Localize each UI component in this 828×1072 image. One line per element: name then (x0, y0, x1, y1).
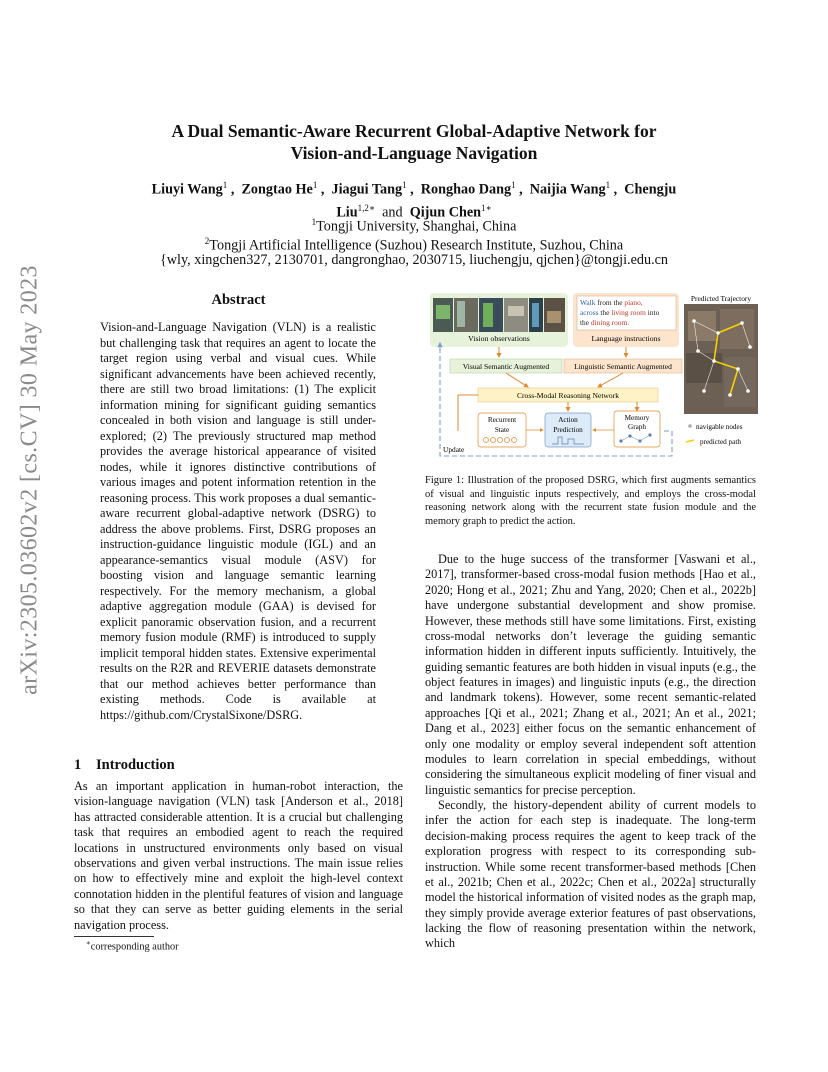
abstract-text: Vision-and-Language Navigation (VLN) is a realistic but challenging task that requires an agent to locate the target region using verbal and visual cues. While significant advancements have been achieved recently, there are still two broad limitations: (1) The explicit information mining for significant guiding semantics concealed in both vision and language is still under-explored; (2) The previously structured map method provides the average historical appearance of visited nodes, while it ignores distinctive contributions of various images and potent information retention in the reasoning process. This work proposes a dual semantic-aware recurrent global-adaptive network (DSRG) to address the above problems. First, DSRG proposes an instruction-guidance linguistic module (IGL) and an appearance-semantics visual module (ASV) for boosting vision and language semantic learning respectively. For the memory mechanism, a global adaptive aggregation module (GAA) is devised for explicit panoramic observation fusion, and a recurrent memory fusion module (RMF) is introduced to supply implicit temporal hidden states. Extensive experimental results on the R2R and REVERIE datasets demonstrate that our method achieves better performance than existing methods. Code is available at https://github.com/CrystalSixone/DSRG. (100, 320, 376, 722)
svg-text:Recurrent: Recurrent (487, 416, 517, 424)
author-name: Naijia Wang (529, 181, 606, 198)
language-instructions-label: Language instructions (591, 334, 661, 343)
figure-caption: Figure 1: Illustration of the proposed DSRG, which first augments semantics of visual and linguistic inputs respectively, and employs the cross-modal reasoning network along with the recurrent state fusion module and the memory graph to predict the action. (425, 475, 756, 527)
svg-text:Linguistic Semantic Augmented: Linguistic Semantic Augmented (574, 362, 672, 371)
author-list: Liuyi Wang$^1$ , Zongtao He$^1$ , Jiagui Tang$^1$ , Ronghao Dang$^1$ , Naijia Wang$^1$ , Chengju Liu$^{1,2∗}$ and Qijun Chen$^{1∗}$ (151, 180, 677, 221)
abstract-heading: Abstract (211, 292, 266, 308)
navigable-node-legend-icon (688, 424, 692, 428)
arxiv-identifier-stamp: arXiv:2305.03602v2 [cs.CV] 30 May 2023 (16, 265, 43, 695)
legend-navigable-nodes: navigable nodes (696, 423, 743, 431)
author-name: Liu (336, 204, 358, 221)
affiliation-1: $^1$Tongji University, Shanghai, China (311, 217, 517, 235)
svg-text:Prediction: Prediction (553, 426, 583, 434)
svg-text:Cross-Modal Reasoning Network: Cross-Modal Reasoning Network (516, 391, 620, 400)
vision-observations-label: Vision observations (468, 334, 530, 343)
instruction-line-3: the dining room. (580, 318, 630, 327)
section-heading: 1 Introduction (74, 757, 175, 773)
predicted-trajectory-label: Predicted Trajectory (690, 294, 752, 303)
paragraph: Due to the huge success of the transformer [Vaswani et al., 2017], transformer-based cross-modal fusion methods [Hao et al., 2020; Hong et al., 2021; Zhu and Yang, 2020; Chen et al., 2022b] have undergone substantial development and show promise. However, these methods still have some limitations. First, existing cross-modal networks don’t leverage the guiding semantic information hidden in different inputs sufficiently. Intuitively, the guiding semantic features are both hidden in visual inputs (e.g., the object features in images) and linguistic inputs (e.g., the direction and landmark tokens). However, some recent semantic-related approaches [Qi et al., 2021; Zhang et al., 2021; An et al., 2021; Dang et al., 2023] either focus on the semantic enhancement of only one modality or employ several independent soft attention modules to learn correlation in special embeddings, without considering the simultaneous explicit modeling of finer visual and linguistic semantics for precise perception. (425, 552, 756, 797)
instruction-line-2: across the living room into (580, 308, 660, 317)
footnote-rule (74, 936, 154, 937)
title-line-2: Vision-and-Language Navigation (290, 143, 538, 163)
instruction-line-1: Walk from the piano, (580, 298, 643, 307)
paragraph: Secondly, the history-dependent ability of current models to infer the action for each step is inadequate. The long-term decision-making process requires the agent to keep track of the exploration progress with respect to its corresponding sub-instruction. While some recent transformer-based methods [Chen et al., 2021b; Chen et al., 2022c; Chen et al., 2022a] structurally model the historical information of visited nodes as the graph map, they simply provide average exterior features of past observations, lacking the flow of reasoning presentation within the network, which (425, 798, 756, 951)
svg-text:State: State (494, 426, 510, 434)
observation-image-strip (433, 298, 565, 332)
legend-predicted-path: predicted path (700, 438, 741, 446)
svg-text:Memory: Memory (624, 414, 650, 422)
author-name: Qijun Chen (409, 204, 482, 221)
svg-text:Action: Action (558, 416, 578, 424)
author-name: Ronghao Dang (420, 181, 512, 198)
affiliation-2: $^2$Tongji Artificial Intelligence (Suzhou) Research Institute, Suzhou, China (204, 236, 624, 254)
author-name: Jiagui Tang (331, 181, 403, 198)
introduction-text: As an important application in human-robot interaction, the vision-language navigation (VLN) task [Anderson et al., 2018] has attracted considerable attention. It is a crucial but challenging task that requires an embodied agent to reach the required locations in unstructured environments only based on visual observations and given verbal instructions. The main issue relies on how to effectively mine and exploit the high-level context connotation hidden in the plentiful features of vision and language so that they can serve as better guiding elements in the serial navigation process. (74, 779, 403, 932)
update-label: Update (443, 445, 465, 454)
svg-text:Visual Semantic Augmented: Visual Semantic Augmented (462, 362, 550, 371)
title-line-1: A Dual Semantic-Aware Recurrent Global-Adaptive Network for (171, 121, 657, 141)
dsrg-diagram (428, 291, 758, 459)
footnote: ∗corresponding author (86, 939, 179, 953)
figure-1 (428, 291, 758, 459)
right-column-text (425, 552, 756, 952)
paper-title (90, 120, 738, 164)
author-emails: {wly, xingchen327, 2130701, dangronghao, 2030715, liuchengju, qjchen}@tongji.edu.cn (159, 252, 669, 268)
author-name: Chengju (624, 181, 677, 198)
author-name: Liuyi Wang (151, 181, 223, 198)
author-name: Zongtao He (241, 181, 313, 198)
svg-text:Graph: Graph (628, 423, 646, 431)
